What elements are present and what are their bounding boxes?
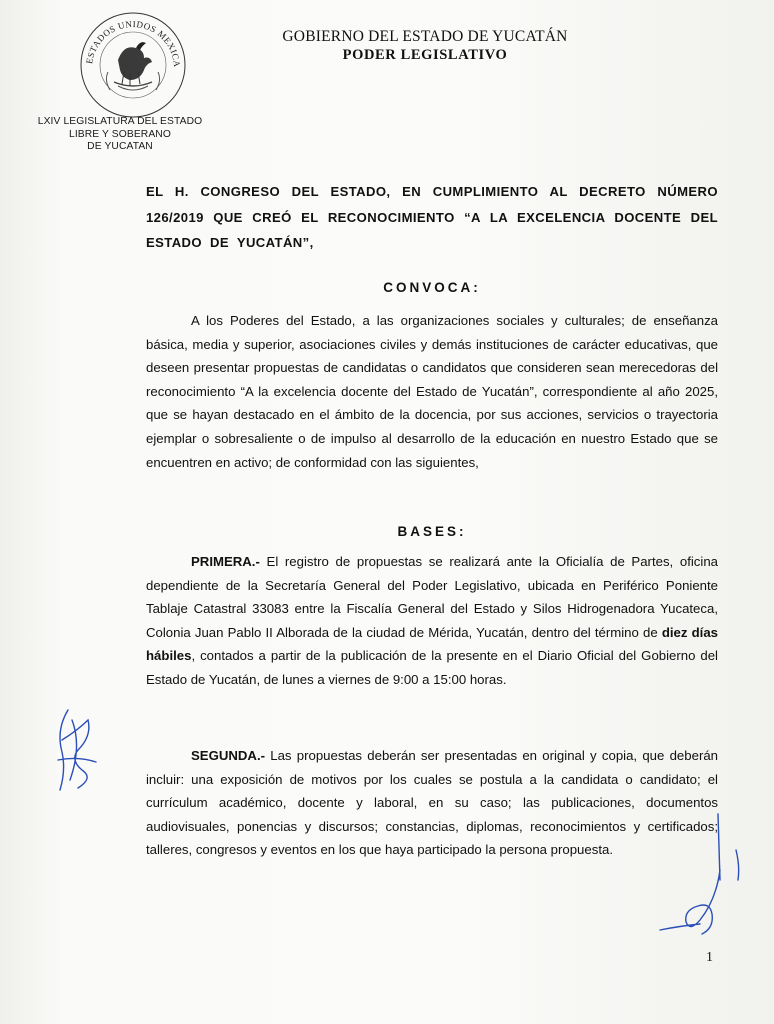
convoca-text: A los Poderes del Estado, a las organizaciones sociales y culturales; de enseñanza básica, media y superior, asociaciones civiles y demás instituciones de carácter educativas, que deseen presentar propuestas de candidatas o candidatos que consideren sean merecedoras del reconocimiento “A la excelencia docente del Estado de Yucatán”, correspondiente al año 2025, que se hayan destacado en el ámbito de la docencia, por sus acciones, servicios o trayectoria ejemplar o sobresaliente o de impulso al desarrollo de la educación en nuestro Estado que se encuentren en activo; de conformidad con las siguientes, xyxy=(146,313,718,470)
legislature-label xyxy=(20,116,220,154)
segunda-text: Las propuestas deberán ser presentadas en original y copia, que deberán incluir: una exposición de motivos por los cuales se postula a la candidata o candidato; el currículum académico, docente y laboral, en su caso; las publicaciones, documentos audiovisuales, ponencias y discursos; constancias, diplomas, reconocimientos y certificados; talleres, congresos y eventos en los que haya participado la persona propuesta. xyxy=(146,748,718,858)
legislature-line: DE YUCATAN xyxy=(87,141,153,152)
national-seal-icon xyxy=(78,10,188,120)
legislative-power-title: PODER LEGISLATIVO xyxy=(342,47,508,63)
primera-paragraph xyxy=(146,550,718,692)
primera-text-a: El registro de propuestas se realizará ante la Oficialía de Partes, oficina dependiente de la Secretaría General del Poder Legislativo, ubicada en Periférico Poniente Tablaje Catastral 33083 entre la Fiscalía General del Estado y Silos Hidrogenadora Yucateca, Colonia Juan Pablo II Alborada de la ciudad de Mérida, Yucatán, dentro del término de xyxy=(146,554,718,640)
convoca-heading: CONVOCA: xyxy=(383,280,481,295)
margin-signature-icon xyxy=(48,700,108,800)
convoca-paragraph xyxy=(146,309,718,474)
document-header xyxy=(260,28,590,64)
primera-text-b: , contados a partir de la publicación de la presente en el Diario Oficial del Gobierno del Estado de Yucatán, de lunes a viernes de 9:00 a 15:00 horas. xyxy=(146,648,718,687)
primera-label: PRIMERA.- xyxy=(191,554,260,569)
right-signature-icon xyxy=(640,810,750,940)
bases-heading: BASES: xyxy=(397,524,467,539)
segunda-label: SEGUNDA.- xyxy=(191,748,265,763)
primera-emphasis: diez días hábiles xyxy=(146,624,718,664)
legislature-line: LXIV LEGISLATURA DEL ESTADO xyxy=(37,116,203,127)
svg-text:ESTADOS UNIDOS MEXICANOS: ESTADOS UNIDOS MEXICA xyxy=(84,18,183,68)
government-title: GOBIERNO DEL ESTADO DE YUCATÁN xyxy=(282,28,568,45)
segunda-paragraph xyxy=(146,744,718,862)
legislature-line: LIBRE Y SOBERANO xyxy=(69,128,171,140)
page-number: 1 xyxy=(706,950,713,965)
document-title: EL H. CONGRESO DEL ESTADO, EN CUMPLIMIENTO AL DECRETO NÚMERO 126/2019 QUE CREÓ EL RECONOCIMIENTO “A LA EXCELENCIA DOCENTE DEL ESTADO DE YUCATÁN”, xyxy=(146,184,718,250)
